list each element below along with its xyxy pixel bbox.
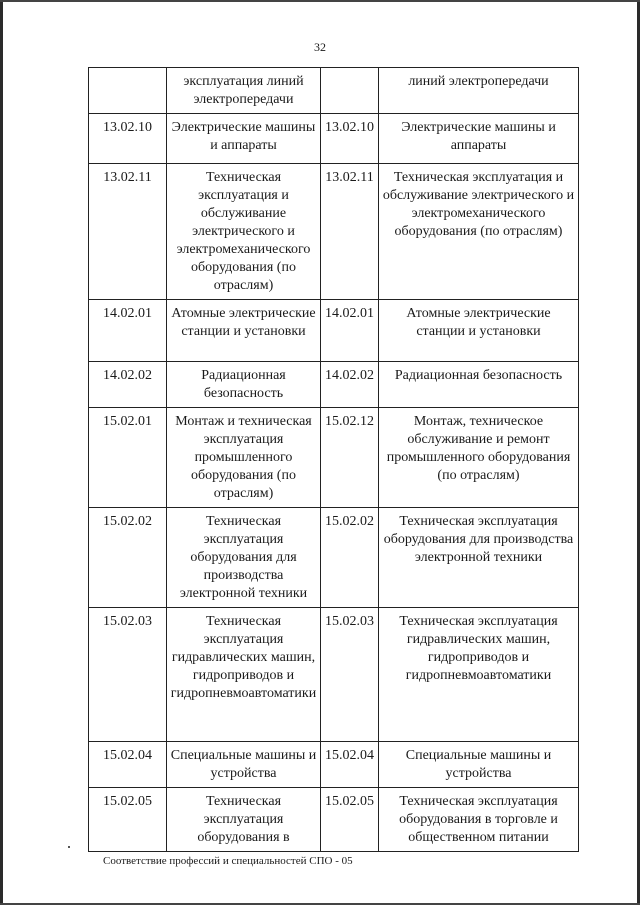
new-code-cell: 13.02.11: [321, 164, 379, 300]
new-code-cell: 15.02.04: [321, 742, 379, 788]
table-row: [89, 300, 579, 362]
footer-text: Соответствие профессий и специальностей СПО - 05: [103, 855, 353, 867]
new-name-cell: Электрические машины и аппараты: [379, 114, 579, 164]
table-row: [89, 408, 579, 508]
old-name-cell: Техническая эксплуатация и обслуживание электрического и электромеханического оборудования (по отраслям): [167, 164, 321, 300]
old-code-cell: 14.02.01: [89, 300, 167, 362]
table-row: [89, 788, 579, 852]
table-row: [89, 362, 579, 408]
new-code-cell: 14.02.01: [321, 300, 379, 362]
old-name-cell: Атомные электрические станции и установки: [167, 300, 321, 362]
old-name-cell: эксплуатация линий электропередачи: [167, 68, 321, 114]
new-code-cell: [321, 68, 379, 114]
new-code-cell: 13.02.10: [321, 114, 379, 164]
old-code-cell: 15.02.01: [89, 408, 167, 508]
table-row: [89, 608, 579, 742]
table-row: [89, 742, 579, 788]
old-code-cell: 13.02.10: [89, 114, 167, 164]
old-code-cell: 15.02.05: [89, 788, 167, 852]
old-code-cell: 15.02.03: [89, 608, 167, 742]
table-row: [89, 114, 579, 164]
old-name-cell: Техническая эксплуатация оборудования в: [167, 788, 321, 852]
new-name-cell: Техническая эксплуатация и обслуживание электрического и электромеханического оборудования (по отраслям): [379, 164, 579, 300]
new-name-cell: Специальные машины и устройства: [379, 742, 579, 788]
old-code-cell: 15.02.04: [89, 742, 167, 788]
new-name-cell: Атомные электрические станции и установки: [379, 300, 579, 362]
new-name-cell: Техническая эксплуатация оборудования для производства электронной техники: [379, 508, 579, 608]
new-name-cell: Техническая эксплуатация оборудования в торговле и общественном питании: [379, 788, 579, 852]
new-code-cell: 15.02.02: [321, 508, 379, 608]
old-name-cell: Монтаж и техническая эксплуатация промышленного оборудования (по отраслям): [167, 408, 321, 508]
scan-edge-top: [0, 0, 640, 2]
old-code-cell: 15.02.02: [89, 508, 167, 608]
old-name-cell: Техническая эксплуатация оборудования для производства электронной техники: [167, 508, 321, 608]
old-code-cell: 13.02.11: [89, 164, 167, 300]
scan-edge-left: [0, 0, 3, 905]
new-code-cell: 14.02.02: [321, 362, 379, 408]
new-name-cell: Техническая эксплуатация гидравлических машин, гидроприводов и гидропневмоавтоматики: [379, 608, 579, 742]
old-code-cell: [89, 68, 167, 114]
old-code-cell: 14.02.02: [89, 362, 167, 408]
old-name-cell: Специальные машины и устройства: [167, 742, 321, 788]
old-name-cell: Электрические машины и аппараты: [167, 114, 321, 164]
old-name-cell: Техническая эксплуатация гидравлических машин, гидроприводов и гидропневмоавтоматики: [167, 608, 321, 742]
new-code-cell: 15.02.12: [321, 408, 379, 508]
old-name-cell: Радиационная безопасность: [167, 362, 321, 408]
new-name-cell: Радиационная безопасность: [379, 362, 579, 408]
table-row: [89, 164, 579, 300]
new-code-cell: 15.02.03: [321, 608, 379, 742]
table-row: [89, 508, 579, 608]
new-name-cell: линий электропередачи: [379, 68, 579, 114]
new-name-cell: Монтаж, техническое обслуживание и ремонт промышленного оборудования (по отраслям): [379, 408, 579, 508]
scan-speck: [68, 846, 70, 848]
specialties-table: [88, 67, 579, 852]
page-number: 32: [314, 40, 326, 54]
new-code-cell: 15.02.05: [321, 788, 379, 852]
table-row: [89, 68, 579, 114]
